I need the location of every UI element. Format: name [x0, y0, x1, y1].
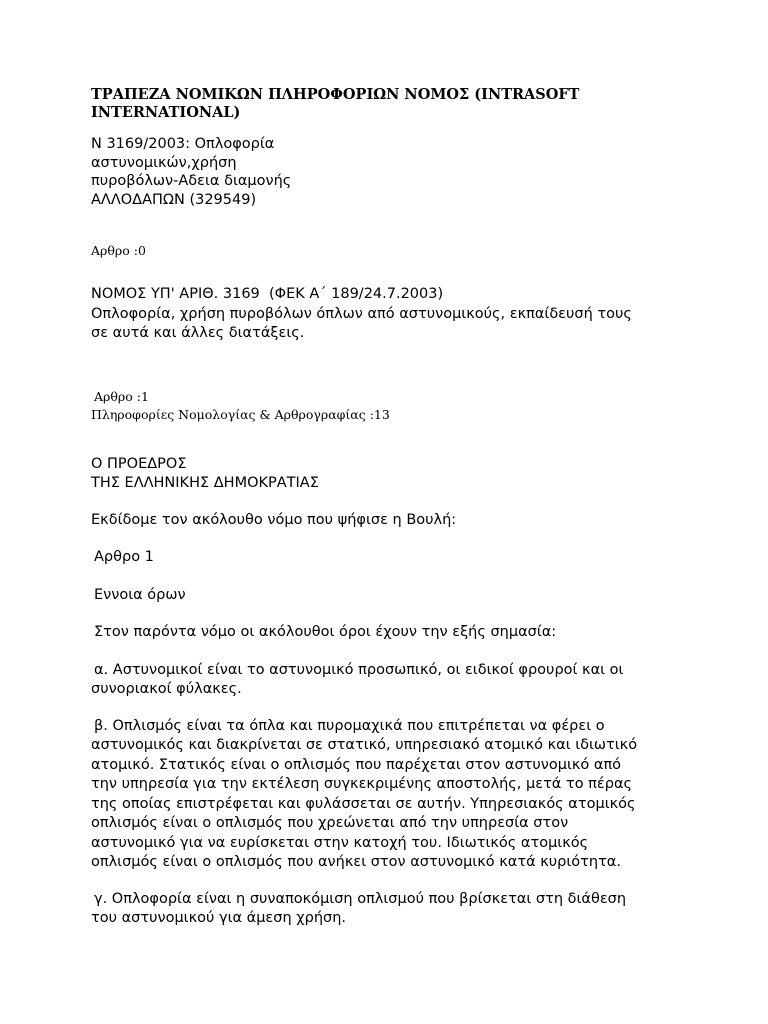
article-subject-line: Εννοια όρων: [94, 586, 186, 603]
article-heading: [91, 548, 691, 568]
definition-item-c: [91, 890, 691, 929]
president-line: Ο ΠΡΟΕΔΡΟΣ: [91, 455, 187, 472]
document-body: [91, 86, 691, 929]
item-b-line: την υπηρεσία για την εκτέλεση συγκεκριμένης αποστολής, μετά το πέρας: [91, 776, 633, 792]
item-b-line: ατομικό. Στατικός είναι ο οπλισμός που παρέχεται στον αστυνομικό από: [91, 756, 622, 773]
item-a-line: συνοριακοί φύλακες.: [91, 681, 242, 697]
header-line: ΤΡΑΠΕΖΑ ΝΟΜΙΚΩΝ ΠΛΗΡΟΦΟΡΙΩΝ ΝΟΜΟΣ (INTRASOFT: [91, 86, 580, 103]
law-title-line: Ν 3169/2003: Οπλοφορία: [91, 136, 275, 152]
item-c-line: του αστυνομικού για άμεση χρήση.: [91, 910, 347, 926]
item-b-line: β. Οπλισμός είναι τα όπλα και πυρομαχικά που επιτρέπεται να φέρει ο: [94, 717, 605, 734]
article-0-label: [91, 242, 691, 260]
definitions-intro: [91, 623, 691, 643]
law-title-line: πυροβόλων-Αδεια διαμονής: [91, 173, 292, 189]
law-header: [91, 285, 691, 344]
header-line: INTERNATIONAL): [91, 104, 241, 121]
item-b-line: της οποίας επιστρέφεται και φυλάσσεται σε αυτήν. Υπηρεσιακός ατομικός: [91, 795, 636, 812]
item-c-line: γ. Οπλοφορία είναι η συναποκόμιση οπλισμού που βρίσκεται στη διάθεση: [94, 890, 627, 907]
item-b-line: αστυνομικός και διακρίνεται σε στατικό, υπηρεσιακό ατομικό και ιδιωτικό: [91, 737, 638, 753]
jurisprudence-info: Πληροφορίες Νομολογίας & Αρθρογραφίας :13: [91, 406, 390, 422]
president-line: ΤΗΣ ΕΛΛΗΝΙΚΗΣ ΔΗΜΟΚΡΑΤΙΑΣ: [91, 475, 319, 491]
item-a-line: α. Αστυνομικοί είναι το αστυνομικό προσωπικό, οι ειδικοί φρουροί και οι: [94, 661, 624, 678]
law-title: [91, 135, 691, 209]
intro-line: Στον παρόντα νόμο οι ακόλουθοι όροι έχουν την εξής σημασία:: [94, 624, 557, 640]
article-1-meta: [91, 388, 691, 424]
database-header: [91, 86, 691, 122]
promulgation-text: [91, 511, 691, 531]
article-subject: [91, 586, 691, 606]
law-header-line: Οπλοφορία, χρήση πυροβόλων όπλων από αστυνομικούς, εκπαίδευσή τους: [91, 305, 632, 322]
promulgation-line: Εκδίδομε τον ακόλουθο νόμο που ψήφισε η Βουλή:: [91, 511, 457, 528]
article-0-text: Αρθρο :0: [91, 243, 146, 258]
definition-item-a: [91, 661, 691, 700]
law-title-line: ΑΛΛΟΔΑΠΩΝ (329549): [91, 191, 257, 208]
law-header-line: ΝΟΜΟΣ ΥΠ' ΑΡΙΘ. 3169 (ΦΕΚ Α΄ 189/24.7.2003): [91, 286, 444, 302]
law-title-line: αστυνομικών,χρήση: [91, 154, 237, 171]
definition-item-b: [91, 717, 691, 873]
item-b-line: αστυνομικό για να ευρίσκεται στην κατοχή του. Ιδιωτικός ατομικός: [91, 834, 589, 851]
item-b-line: οπλισμός είναι ο οπλισμός που χρεώνεται από την υπηρεσία στον: [91, 815, 569, 831]
article-heading-line: Αρθρο 1: [94, 549, 154, 565]
article-1-label: Αρθρο :1: [94, 388, 149, 404]
president-heading: [91, 455, 691, 494]
law-header-line: σε αυτά και άλλες διατάξεις.: [91, 325, 305, 341]
item-b-line: οπλισμός είναι ο οπλισμός που ανήκει στον αστυνομικό κατά κυριότητα.: [91, 854, 621, 870]
